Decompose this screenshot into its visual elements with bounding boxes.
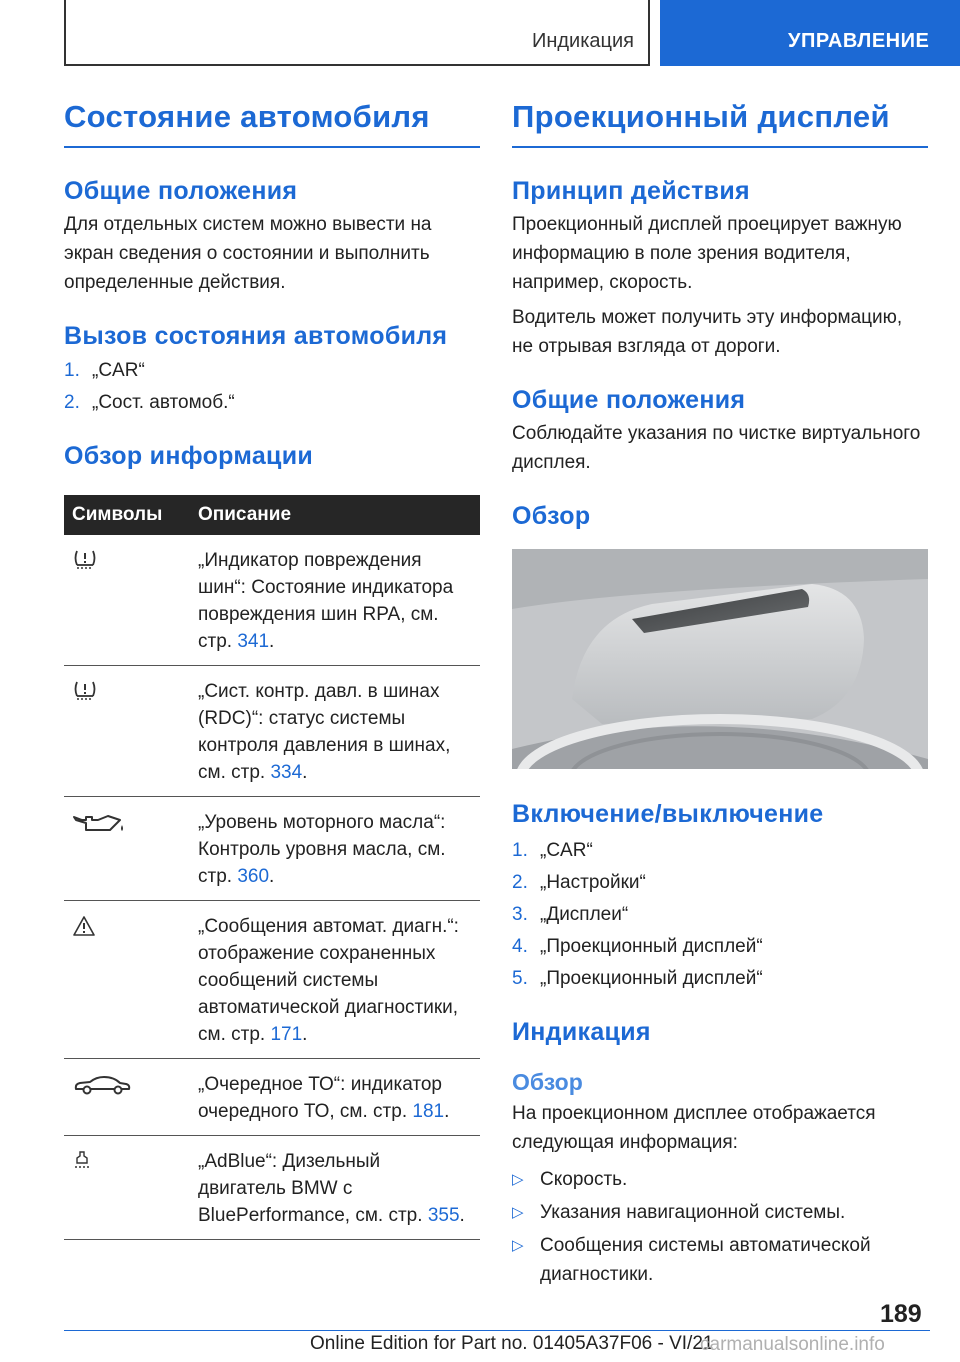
list-item: 3. „Дисплеи“	[512, 904, 629, 926]
left-column	[64, 100, 480, 1240]
indication-overview-subheading: Обзор	[512, 1069, 583, 1096]
row-description: „Сист. контр. давл. в шинах (RDC)“: статус системы контроля давления в шинах, см. стр.	[198, 681, 451, 784]
symbols-table	[64, 495, 480, 1240]
call-status-steps	[64, 355, 480, 419]
hud-general-text: Соблюдайте указания по чистке виртуального дисплея.	[512, 423, 921, 474]
page-link[interactable]: 171	[270, 1024, 303, 1046]
table-row: „Сист. контр. давл. в шинах (RDC)“: статус системы контроля давления в шинах, см. стр. 334.	[64, 666, 480, 797]
page-link[interactable]: 360	[237, 866, 270, 888]
list-item: 1. „CAR“	[512, 840, 593, 862]
footer-divider	[64, 1330, 930, 1331]
warning-triangle-icon	[72, 915, 96, 937]
list-item: 2. „Настройки“	[512, 872, 646, 894]
header-section-tab	[64, 0, 650, 66]
footer-watermark: carmanualsonline.info	[700, 1334, 885, 1355]
toggle-steps	[512, 835, 928, 995]
dashboard-illustration	[512, 549, 928, 769]
header-chapter-tab	[660, 0, 960, 66]
tire-pressure-icon	[72, 680, 98, 702]
principle-text-2: Водитель может получить эту информацию, не отрывая взгляда от дороги.	[512, 307, 903, 358]
indication-intro: На проекционном дисплее отображается следующая информация:	[512, 1102, 876, 1153]
hud-general-heading: Общие положения	[512, 386, 746, 415]
table-header-symbols: Символы	[64, 495, 188, 535]
info-overview-heading: Обзор информации	[64, 442, 314, 471]
page-link[interactable]: 334	[270, 762, 303, 784]
list-item: ▷ Сообщения системы автоматической диагностики.	[512, 1234, 871, 1285]
principle-text-1: Проекционный дисплей проецирует важную информацию в поле зрения водителя, например, скорость.	[512, 214, 902, 294]
call-status-heading: Вызов состояния автомобиля	[64, 322, 448, 351]
table-row: „Уровень моторного масла“: Контроль уровня масла, см. стр. 360.	[64, 797, 480, 901]
table-row: „Индикатор повреждения шин“: Состояние индикатора повреждения шин RPA, см. стр. 341.	[64, 535, 480, 666]
table-row: „AdBlue“: Дизельный двигатель BMW с BluePerformance, см. стр. 355.	[64, 1136, 480, 1240]
table-header-description: Описание	[188, 495, 480, 535]
general-text: Для отдельных систем можно вывести на экран сведения о состоянии и выполнить определенные действия.	[64, 214, 432, 294]
footer-edition: Online Edition for Part no. 01405A37F06 - VI/21	[310, 1333, 714, 1354]
list-item: 1. „CAR“	[64, 360, 145, 382]
table-row: „Очередное ТО“: индикатор очередного ТО, см. стр. 181.	[64, 1059, 480, 1136]
hud-title: Проекционный дисплей	[512, 100, 928, 148]
page-link[interactable]: 341	[237, 631, 270, 653]
hud-photo	[512, 549, 928, 769]
row-description: „Сообщения автомат. диагн.“: отображение сохраненных сообщений системы автоматической диагностики, см. стр.	[198, 916, 459, 1046]
table-row: „Сообщения автомат. диагн.“: отображение сохраненных сообщений системы автоматической диагностики, см. стр. 171.	[64, 901, 480, 1059]
principle-heading: Принцип действия	[512, 177, 750, 206]
right-column	[512, 100, 928, 1293]
list-item: ▷ Скорость.	[512, 1168, 628, 1190]
row-description: „Уровень моторного масла“: Контроль уровня масла, см. стр.	[198, 812, 446, 888]
list-item: 4. „Проекционный дисплей“	[512, 936, 763, 958]
page-link[interactable]: 355	[427, 1205, 460, 1227]
oil-can-icon	[72, 811, 126, 835]
vehicle-status-title: Состояние автомобиля	[64, 100, 480, 148]
list-item: 2. „Сост. автомоб.“	[64, 392, 235, 414]
car-service-icon	[72, 1073, 132, 1097]
header-section-label: Индикация	[531, 30, 634, 52]
general-heading: Общие положения	[64, 177, 298, 206]
indication-heading: Индикация	[512, 1018, 651, 1047]
page-link[interactable]: 181	[412, 1101, 445, 1123]
tire-pressure-icon	[72, 549, 98, 571]
header-chapter-label: УПРАВЛЕНИЕ	[788, 30, 930, 52]
row-description: „Индикатор повреждения шин“: Состояние индикатора повреждения шин RPA, см. стр.	[198, 550, 454, 653]
adblue-icon	[72, 1150, 92, 1172]
indication-bullets	[512, 1165, 928, 1289]
row-description: „AdBlue“: Дизельный двигатель BMW с BluePerformance, см. стр.	[198, 1151, 423, 1227]
hud-overview-heading: Обзор	[512, 502, 591, 531]
row-description: „Очередное ТО“: индикатор очередного ТО, см. стр.	[198, 1074, 443, 1123]
list-item: ▷ Указания навигационной системы.	[512, 1201, 846, 1223]
list-item: 5. „Проекционный дисплей“	[512, 968, 763, 990]
page-number: 189	[880, 1300, 922, 1328]
toggle-heading: Включение/выключение	[512, 800, 824, 829]
